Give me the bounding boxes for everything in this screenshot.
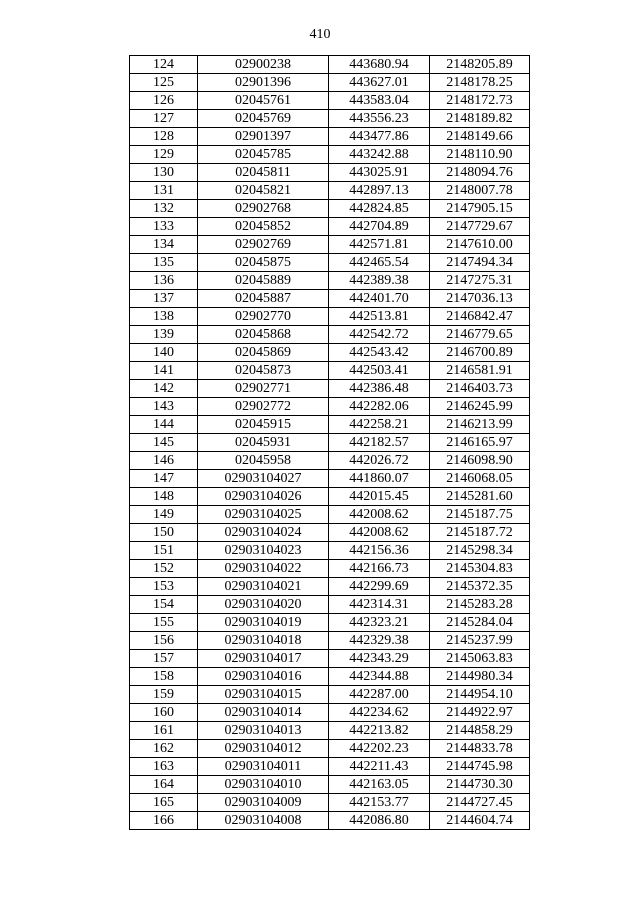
table-row [130, 506, 530, 524]
point-number-cell: 132 [130, 200, 198, 218]
point-number-cell: 130 [130, 164, 198, 182]
table-row [130, 344, 530, 362]
point-number-cell: 144 [130, 416, 198, 434]
point-code-cell: 02903104020 [198, 596, 329, 614]
y-coordinate-cell: 2145304.83 [430, 560, 530, 578]
x-coordinate-cell: 442008.62 [329, 506, 430, 524]
table-row [130, 776, 530, 794]
point-number-cell: 128 [130, 128, 198, 146]
point-number-cell: 161 [130, 722, 198, 740]
y-coordinate-cell: 2144745.98 [430, 758, 530, 776]
point-code-cell: 02045931 [198, 434, 329, 452]
y-coordinate-cell: 2145063.83 [430, 650, 530, 668]
table-row [130, 434, 530, 452]
x-coordinate-cell: 443477.86 [329, 128, 430, 146]
table-row [130, 614, 530, 632]
point-number-cell: 124 [130, 56, 198, 74]
point-code-cell: 02901397 [198, 128, 329, 146]
x-coordinate-cell: 443025.91 [329, 164, 430, 182]
x-coordinate-cell: 442542.72 [329, 326, 430, 344]
x-coordinate-cell: 442202.23 [329, 740, 430, 758]
point-code-cell: 02903104023 [198, 542, 329, 560]
x-coordinate-cell: 442897.13 [329, 182, 430, 200]
x-coordinate-cell: 442704.89 [329, 218, 430, 236]
y-coordinate-cell: 2147729.67 [430, 218, 530, 236]
y-coordinate-cell: 2147275.31 [430, 272, 530, 290]
y-coordinate-cell: 2145187.75 [430, 506, 530, 524]
point-number-cell: 139 [130, 326, 198, 344]
point-number-cell: 163 [130, 758, 198, 776]
point-number-cell: 148 [130, 488, 198, 506]
y-coordinate-cell: 2146213.99 [430, 416, 530, 434]
x-coordinate-cell: 442389.38 [329, 272, 430, 290]
table-row [130, 290, 530, 308]
y-coordinate-cell: 2148149.66 [430, 128, 530, 146]
point-code-cell: 02045875 [198, 254, 329, 272]
x-coordinate-cell: 442153.77 [329, 794, 430, 812]
point-number-cell: 129 [130, 146, 198, 164]
table-row [130, 758, 530, 776]
table-row [130, 56, 530, 74]
x-coordinate-cell: 442163.05 [329, 776, 430, 794]
point-code-cell: 02903104024 [198, 524, 329, 542]
point-number-cell: 155 [130, 614, 198, 632]
point-code-cell: 02045769 [198, 110, 329, 128]
point-number-cell: 164 [130, 776, 198, 794]
x-coordinate-cell: 442503.41 [329, 362, 430, 380]
point-number-cell: 156 [130, 632, 198, 650]
x-coordinate-cell: 442299.69 [329, 578, 430, 596]
point-number-cell: 125 [130, 74, 198, 92]
point-number-cell: 142 [130, 380, 198, 398]
y-coordinate-cell: 2145283.28 [430, 596, 530, 614]
point-number-cell: 165 [130, 794, 198, 812]
point-number-cell: 150 [130, 524, 198, 542]
y-coordinate-cell: 2148094.76 [430, 164, 530, 182]
y-coordinate-cell: 2145284.04 [430, 614, 530, 632]
y-coordinate-cell: 2146068.05 [430, 470, 530, 488]
point-number-cell: 146 [130, 452, 198, 470]
point-number-cell: 126 [130, 92, 198, 110]
y-coordinate-cell: 2145187.72 [430, 524, 530, 542]
x-coordinate-cell: 442401.70 [329, 290, 430, 308]
y-coordinate-cell: 2144954.10 [430, 686, 530, 704]
table-row [130, 182, 530, 200]
point-code-cell: 02903104012 [198, 740, 329, 758]
point-code-cell: 02903104025 [198, 506, 329, 524]
x-coordinate-cell: 442287.00 [329, 686, 430, 704]
y-coordinate-cell: 2146779.65 [430, 326, 530, 344]
x-coordinate-cell: 442343.29 [329, 650, 430, 668]
point-code-cell: 02045811 [198, 164, 329, 182]
y-coordinate-cell: 2146245.99 [430, 398, 530, 416]
table-row [130, 596, 530, 614]
table-row [130, 362, 530, 380]
point-code-cell: 02903104016 [198, 668, 329, 686]
point-code-cell: 02903104019 [198, 614, 329, 632]
point-number-cell: 140 [130, 344, 198, 362]
table-row [130, 722, 530, 740]
table-row [130, 488, 530, 506]
point-number-cell: 131 [130, 182, 198, 200]
x-coordinate-cell: 442329.38 [329, 632, 430, 650]
x-coordinate-cell: 442314.31 [329, 596, 430, 614]
point-code-cell: 02903104014 [198, 704, 329, 722]
point-code-cell: 02903104017 [198, 650, 329, 668]
x-coordinate-cell: 442513.81 [329, 308, 430, 326]
table-row [130, 74, 530, 92]
point-number-cell: 147 [130, 470, 198, 488]
coordinates-table [129, 55, 530, 830]
point-number-cell: 157 [130, 650, 198, 668]
table-row [130, 128, 530, 146]
table-row [130, 272, 530, 290]
table-row [130, 740, 530, 758]
point-code-cell: 02045821 [198, 182, 329, 200]
point-code-cell: 02045868 [198, 326, 329, 344]
point-code-cell: 02903104008 [198, 812, 329, 830]
y-coordinate-cell: 2148189.82 [430, 110, 530, 128]
x-coordinate-cell: 442344.88 [329, 668, 430, 686]
point-number-cell: 141 [130, 362, 198, 380]
y-coordinate-cell: 2147610.00 [430, 236, 530, 254]
x-coordinate-cell: 442465.54 [329, 254, 430, 272]
point-code-cell: 02903104015 [198, 686, 329, 704]
table-row [130, 524, 530, 542]
y-coordinate-cell: 2148110.90 [430, 146, 530, 164]
y-coordinate-cell: 2146842.47 [430, 308, 530, 326]
table-row [130, 110, 530, 128]
table-row [130, 812, 530, 830]
x-coordinate-cell: 442156.36 [329, 542, 430, 560]
y-coordinate-cell: 2147494.34 [430, 254, 530, 272]
table-row [130, 254, 530, 272]
table-row [130, 416, 530, 434]
point-number-cell: 127 [130, 110, 198, 128]
x-coordinate-cell: 442258.21 [329, 416, 430, 434]
y-coordinate-cell: 2148007.78 [430, 182, 530, 200]
x-coordinate-cell: 442571.81 [329, 236, 430, 254]
point-number-cell: 154 [130, 596, 198, 614]
point-code-cell: 02903104013 [198, 722, 329, 740]
y-coordinate-cell: 2144833.78 [430, 740, 530, 758]
point-code-cell: 02045852 [198, 218, 329, 236]
point-code-cell: 02903104009 [198, 794, 329, 812]
x-coordinate-cell: 442211.43 [329, 758, 430, 776]
point-code-cell: 02902769 [198, 236, 329, 254]
coordinates-table-body [130, 56, 530, 830]
y-coordinate-cell: 2145372.35 [430, 578, 530, 596]
table-row [130, 380, 530, 398]
point-code-cell: 02901396 [198, 74, 329, 92]
table-row [130, 542, 530, 560]
y-coordinate-cell: 2148178.25 [430, 74, 530, 92]
x-coordinate-cell: 442086.80 [329, 812, 430, 830]
x-coordinate-cell: 442824.85 [329, 200, 430, 218]
y-coordinate-cell: 2144858.29 [430, 722, 530, 740]
table-row [130, 308, 530, 326]
point-number-cell: 153 [130, 578, 198, 596]
point-code-cell: 02903104021 [198, 578, 329, 596]
table-row [130, 92, 530, 110]
y-coordinate-cell: 2146581.91 [430, 362, 530, 380]
x-coordinate-cell: 442234.62 [329, 704, 430, 722]
x-coordinate-cell: 443680.94 [329, 56, 430, 74]
x-coordinate-cell: 442015.45 [329, 488, 430, 506]
y-coordinate-cell: 2147905.15 [430, 200, 530, 218]
x-coordinate-cell: 442282.06 [329, 398, 430, 416]
point-code-cell: 02045915 [198, 416, 329, 434]
table-row [130, 146, 530, 164]
y-coordinate-cell: 2146098.90 [430, 452, 530, 470]
x-coordinate-cell: 442323.21 [329, 614, 430, 632]
point-code-cell: 02903104022 [198, 560, 329, 578]
table-row [130, 164, 530, 182]
point-code-cell: 02902771 [198, 380, 329, 398]
point-code-cell: 02903104018 [198, 632, 329, 650]
point-number-cell: 138 [130, 308, 198, 326]
x-coordinate-cell: 442026.72 [329, 452, 430, 470]
x-coordinate-cell: 442543.42 [329, 344, 430, 362]
point-code-cell: 02902770 [198, 308, 329, 326]
table-row [130, 236, 530, 254]
y-coordinate-cell: 2147036.13 [430, 290, 530, 308]
point-code-cell: 02903104010 [198, 776, 329, 794]
x-coordinate-cell: 443242.88 [329, 146, 430, 164]
point-number-cell: 159 [130, 686, 198, 704]
point-number-cell: 158 [130, 668, 198, 686]
y-coordinate-cell: 2144727.45 [430, 794, 530, 812]
y-coordinate-cell: 2144980.34 [430, 668, 530, 686]
point-code-cell: 02045873 [198, 362, 329, 380]
x-coordinate-cell: 442386.48 [329, 380, 430, 398]
table-row [130, 452, 530, 470]
table-row [130, 398, 530, 416]
y-coordinate-cell: 2145281.60 [430, 488, 530, 506]
point-number-cell: 137 [130, 290, 198, 308]
point-number-cell: 133 [130, 218, 198, 236]
point-number-cell: 134 [130, 236, 198, 254]
point-number-cell: 145 [130, 434, 198, 452]
table-row [130, 794, 530, 812]
table-row [130, 686, 530, 704]
point-number-cell: 151 [130, 542, 198, 560]
table-row [130, 470, 530, 488]
point-code-cell: 02902768 [198, 200, 329, 218]
y-coordinate-cell: 2144604.74 [430, 812, 530, 830]
table-row [130, 578, 530, 596]
y-coordinate-cell: 2145237.99 [430, 632, 530, 650]
table-row [130, 704, 530, 722]
point-number-cell: 136 [130, 272, 198, 290]
y-coordinate-cell: 2145298.34 [430, 542, 530, 560]
point-code-cell: 02045887 [198, 290, 329, 308]
point-code-cell: 02903104011 [198, 758, 329, 776]
table-row [130, 650, 530, 668]
y-coordinate-cell: 2146403.73 [430, 380, 530, 398]
page-number: 410 [309, 27, 331, 42]
point-number-cell: 143 [130, 398, 198, 416]
point-number-cell: 135 [130, 254, 198, 272]
x-coordinate-cell: 442213.82 [329, 722, 430, 740]
table-row [130, 668, 530, 686]
x-coordinate-cell: 442008.62 [329, 524, 430, 542]
point-code-cell: 02045889 [198, 272, 329, 290]
y-coordinate-cell: 2146165.97 [430, 434, 530, 452]
point-code-cell: 02900238 [198, 56, 329, 74]
point-number-cell: 160 [130, 704, 198, 722]
point-code-cell: 02903104027 [198, 470, 329, 488]
y-coordinate-cell: 2148172.73 [430, 92, 530, 110]
point-code-cell: 02045869 [198, 344, 329, 362]
point-code-cell: 02045958 [198, 452, 329, 470]
x-coordinate-cell: 442182.57 [329, 434, 430, 452]
table-row [130, 200, 530, 218]
table-row [130, 560, 530, 578]
y-coordinate-cell: 2146700.89 [430, 344, 530, 362]
point-code-cell: 02902772 [198, 398, 329, 416]
point-code-cell: 02045785 [198, 146, 329, 164]
y-coordinate-cell: 2148205.89 [430, 56, 530, 74]
x-coordinate-cell: 441860.07 [329, 470, 430, 488]
table-row [130, 326, 530, 344]
table-row [130, 632, 530, 650]
point-number-cell: 149 [130, 506, 198, 524]
point-code-cell: 02903104026 [198, 488, 329, 506]
point-code-cell: 02045761 [198, 92, 329, 110]
point-number-cell: 152 [130, 560, 198, 578]
x-coordinate-cell: 443627.01 [329, 74, 430, 92]
point-number-cell: 166 [130, 812, 198, 830]
x-coordinate-cell: 442166.73 [329, 560, 430, 578]
y-coordinate-cell: 2144922.97 [430, 704, 530, 722]
point-number-cell: 162 [130, 740, 198, 758]
y-coordinate-cell: 2144730.30 [430, 776, 530, 794]
x-coordinate-cell: 443583.04 [329, 92, 430, 110]
x-coordinate-cell: 443556.23 [329, 110, 430, 128]
table-row [130, 218, 530, 236]
